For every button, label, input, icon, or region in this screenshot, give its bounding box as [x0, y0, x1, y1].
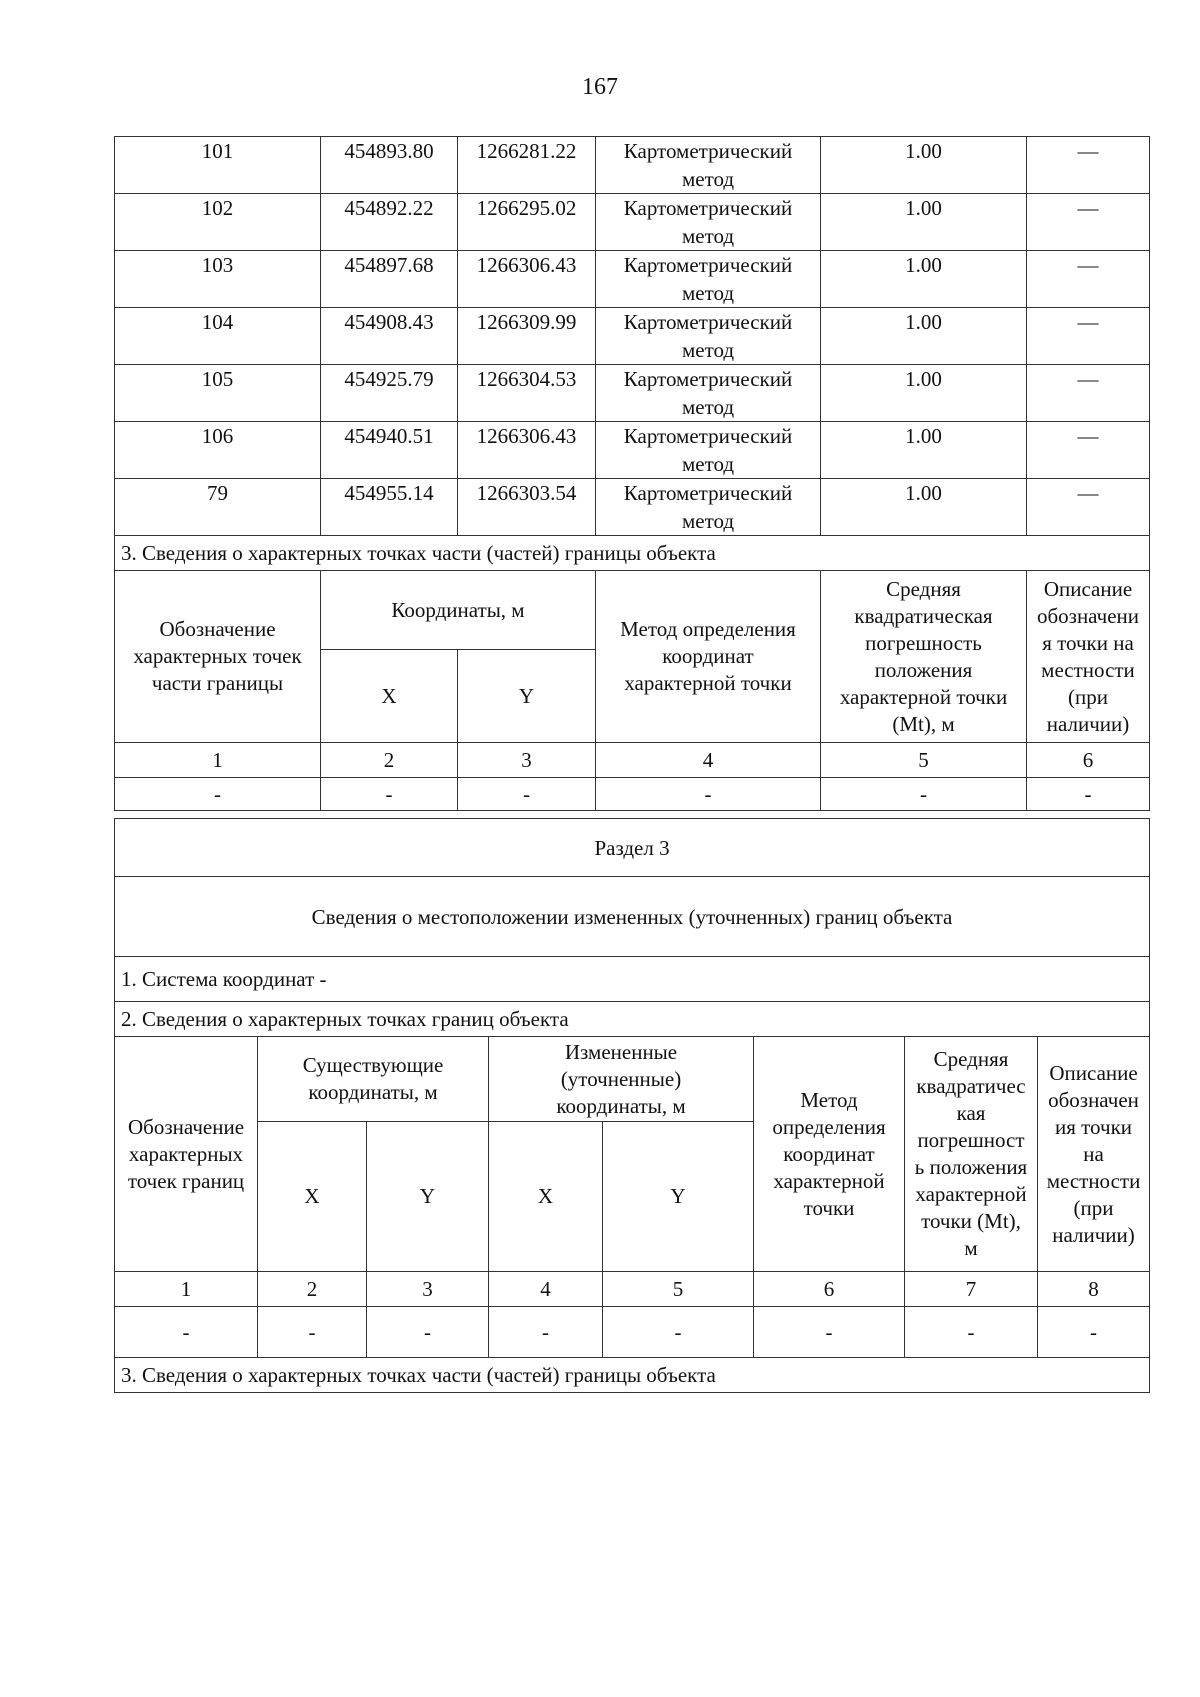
y-coordinate-cell: 1266281.22: [458, 137, 596, 194]
description-cell: —: [1027, 479, 1150, 536]
method-cell: Картометрический метод: [596, 251, 821, 308]
accuracy-cell: 1.00: [821, 137, 1027, 194]
col-number: 4: [596, 743, 821, 778]
x-coordinate-cell: 454940.51: [321, 422, 458, 479]
y-coordinate-cell: 1266295.02: [458, 194, 596, 251]
point-number-cell: 106: [115, 422, 321, 479]
col-number: 7: [905, 1272, 1038, 1307]
y-coordinate-cell: 1266309.99: [458, 308, 596, 365]
empty-cell: -: [905, 1307, 1038, 1358]
col-number: 5: [821, 743, 1027, 778]
section-subtitle: Сведения о местоположении измененных (уточненных) границ объекта: [115, 877, 1150, 957]
empty-cell: -: [458, 778, 596, 811]
empty-cell: -: [1038, 1307, 1150, 1358]
empty-data-row: [115, 1307, 1150, 1358]
col-number: 5: [603, 1272, 754, 1307]
empty-cell: -: [115, 778, 321, 811]
point-number-cell: 104: [115, 308, 321, 365]
method-cell: Картометрический метод: [596, 479, 821, 536]
header-accuracy: Средняя квадратическая погрешность положения характерной точки (Mt), м: [821, 571, 1027, 743]
col-number: 6: [754, 1272, 905, 1307]
header-changed-coords: Измененные (уточненные) координаты, м: [489, 1037, 754, 1122]
empty-cell: -: [596, 778, 821, 811]
empty-cell: -: [489, 1307, 603, 1358]
accuracy-cell: 1.00: [821, 194, 1027, 251]
col-number: 3: [458, 743, 596, 778]
table-row: [115, 308, 1150, 365]
col-number: 6: [1027, 743, 1150, 778]
empty-cell: -: [754, 1307, 905, 1358]
point-number-cell: 105: [115, 365, 321, 422]
accuracy-cell: 1.00: [821, 479, 1027, 536]
col-number: 8: [1038, 1272, 1150, 1307]
description-cell: —: [1027, 137, 1150, 194]
table-row: [115, 365, 1150, 422]
header-existing-y: Y: [367, 1122, 489, 1272]
accuracy-cell: 1.00: [821, 308, 1027, 365]
column-number-row: [115, 743, 1150, 778]
method-cell: Картометрический метод: [596, 365, 821, 422]
col-number: 1: [115, 1272, 258, 1307]
accuracy-cell: 1.00: [821, 422, 1027, 479]
points-heading: 2. Сведения о характерных точках границ объекта: [115, 1002, 1150, 1037]
description-cell: —: [1027, 422, 1150, 479]
empty-cell: -: [258, 1307, 367, 1358]
header-point-name: Обозначение характерных точек границ: [115, 1037, 258, 1272]
x-coordinate-cell: 454892.22: [321, 194, 458, 251]
point-number-cell: 103: [115, 251, 321, 308]
point-number-cell: 102: [115, 194, 321, 251]
description-cell: —: [1027, 308, 1150, 365]
header-method: Метод определения координат характерной точки: [754, 1037, 905, 1272]
method-cell: Картометрический метод: [596, 194, 821, 251]
y-coordinate-cell: 1266306.43: [458, 251, 596, 308]
method-cell: Картометрический метод: [596, 422, 821, 479]
header-description: Описание обозначени я точки на местности (при наличии): [1027, 571, 1150, 743]
method-cell: Картометрический метод: [596, 137, 821, 194]
col-number: 3: [367, 1272, 489, 1307]
accuracy-cell: 1.00: [821, 365, 1027, 422]
header-method: Метод определения координат характерной точки: [596, 571, 821, 743]
x-coordinate-cell: 454893.80: [321, 137, 458, 194]
empty-cell: -: [1027, 778, 1150, 811]
accuracy-cell: 1.00: [821, 251, 1027, 308]
description-cell: —: [1027, 251, 1150, 308]
col-number: 4: [489, 1272, 603, 1307]
description-cell: —: [1027, 365, 1150, 422]
empty-data-row: [115, 778, 1150, 811]
col-number: 2: [258, 1272, 367, 1307]
empty-cell: -: [821, 778, 1027, 811]
table-row: [115, 251, 1150, 308]
header-changed-y: Y: [603, 1122, 754, 1272]
header-existing-coords: Существующие координаты, м: [258, 1037, 489, 1122]
x-coordinate-cell: 454897.68: [321, 251, 458, 308]
coordinate-system: 1. Система координат -: [115, 957, 1150, 1002]
col-number: 2: [321, 743, 458, 778]
empty-cell: -: [367, 1307, 489, 1358]
table-row: [115, 422, 1150, 479]
x-coordinate-cell: 454908.43: [321, 308, 458, 365]
empty-cell: -: [321, 778, 458, 811]
empty-cell: -: [115, 1307, 258, 1358]
header-y: Y: [458, 650, 596, 743]
description-cell: —: [1027, 194, 1150, 251]
col-number: 1: [115, 743, 321, 778]
table-row: [115, 479, 1150, 536]
parts-heading: 3. Сведения о характерных точках части (частей) границы объекта: [115, 1358, 1150, 1393]
method-cell: Картометрический метод: [596, 308, 821, 365]
section-title: Раздел 3: [115, 819, 1150, 877]
table-row: [115, 194, 1150, 251]
header-point-name: Обозначение характерных точек части границы: [115, 571, 321, 743]
point-number-cell: 79: [115, 479, 321, 536]
header-accuracy: Средняя квадратичес кая погрешност ь положения характерной точки (Mt), м: [905, 1037, 1038, 1272]
point-number-cell: 101: [115, 137, 321, 194]
header-changed-x: X: [489, 1122, 603, 1272]
y-coordinate-cell: 1266304.53: [458, 365, 596, 422]
section-heading-parts: 3. Сведения о характерных точках части (частей) границы объекта: [115, 536, 1150, 571]
header-description: Описание обозначен ия точки на местности (при наличии): [1038, 1037, 1150, 1272]
changed-boundaries-table: [114, 818, 1150, 1393]
y-coordinate-cell: 1266303.54: [458, 479, 596, 536]
empty-cell: -: [603, 1307, 754, 1358]
x-coordinate-cell: 454955.14: [321, 479, 458, 536]
header-existing-x: X: [258, 1122, 367, 1272]
x-coordinate-cell: 454925.79: [321, 365, 458, 422]
header-x: X: [321, 650, 458, 743]
page-number: 167: [582, 74, 618, 100]
column-number-row: [115, 1272, 1150, 1307]
boundary-points-table: [114, 136, 1150, 811]
point-rows: [115, 137, 1150, 536]
header-coordinates: Координаты, м: [321, 571, 596, 650]
table-row: [115, 137, 1150, 194]
y-coordinate-cell: 1266306.43: [458, 422, 596, 479]
